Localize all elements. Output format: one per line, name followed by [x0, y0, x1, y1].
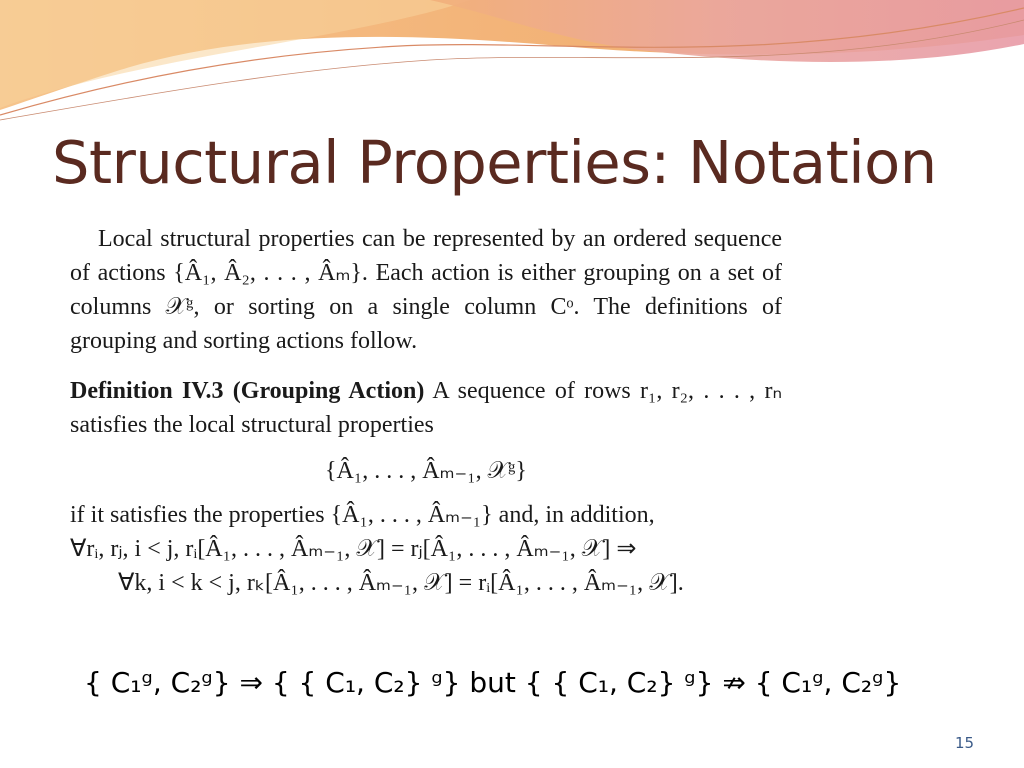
definition-body: A sequence of rows r₁, r₂, . . . , rₙ satisfies the local structural properties [70, 378, 783, 438]
definition-condition: if it satisfies the properties {Â₁, . . . , Âₘ₋₁} and, in addition, [70, 502, 655, 528]
example-implication: { C₁ᵍ, C₂ᵍ} ⇒ { { C₁, C₂} ᵍ} but { { C₁, C₂} ᵍ} ⇏ { C₁ᵍ, C₂ᵍ} [84, 666, 902, 699]
definition-paragraph [70, 374, 782, 442]
display-formula: {Â₁, . . . , Âₘ₋₁, 𝒳ᵍ} [325, 458, 527, 484]
definition-text-block [70, 222, 782, 600]
formula-line-1: ∀rᵢ, rⱼ, i < j, rᵢ[Â₁, . . . , Âₘ₋₁, 𝒳] = rⱼ[Â₁, . . . , Âₘ₋₁, 𝒳] ⇒ [70, 536, 637, 562]
formula-line-2: ∀k, i < k < j, rₖ[Â₁, . . . , Âₘ₋₁, 𝒳] = rᵢ[Â₁, . . . , Âₘ₋₁, 𝒳]. [118, 570, 684, 596]
page-number: 15 [955, 734, 975, 752]
intro-paragraph: Local structural properties can be represented by an ordered sequence of actions {Â₁, Â₂, . . . , Âₘ}. Each action is either grouping on a set of columns 𝒳ᵍ, or sorting on a single column Cᵒ. The definitions of grouping and sorting actions follow. [70, 226, 782, 354]
slide-title: Structural Properties: Notation [52, 128, 937, 197]
decorative-wave-header [0, 0, 1024, 130]
definition-heading: Definition IV.3 (Grouping Action) [70, 378, 425, 404]
